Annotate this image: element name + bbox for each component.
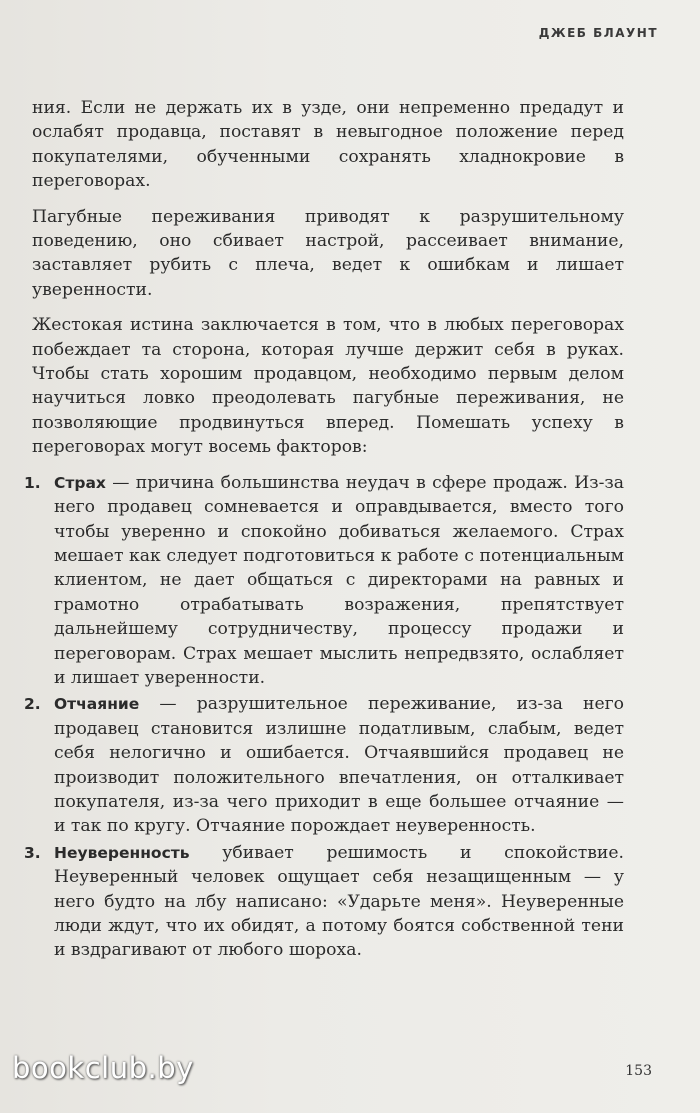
running-head: ДЖЕБ БЛАУНТ <box>538 26 658 40</box>
watermark: bookclub.by <box>12 1051 194 1085</box>
paragraph: ния. Если не держать их в узде, они непременно предадут и ослабят продавца, поставят в невыгодное положение перед покупателями, обученными сохранять хладнокровие в переговорах. <box>32 98 624 192</box>
list-item-text: убивает решимость и спокойствие. Неуверенный человек ощущает себя незащищенным — у него будто на лбу написано: «Ударьте меня». Неуверенные люди ждут, что их обидят, а потому боятся собственной тени и вздрагивают от любого шороха. <box>54 842 624 961</box>
list-item <box>24 692 624 838</box>
factors-list <box>24 471 624 963</box>
list-item-term: Отчаяние <box>54 695 140 714</box>
page-number: 153 <box>625 1063 652 1079</box>
list-item-term: Неуверенность <box>54 843 190 862</box>
list-item-number: 3. <box>24 843 41 862</box>
paragraph: Пагубные переживания приводят к разрушительному поведению, оно сбивает настрой, рассеивает внимание, заставляет рубить с плеча, ведет к ошибкам и лишает уверенности. <box>32 206 624 300</box>
page-content <box>24 96 624 965</box>
list-item <box>24 841 624 963</box>
list-item-text: — причина большинства неудач в сфере продаж. Из-за него продавец сомневается и оправдывается, вместо того чтобы уверенно и спокойно добиваться желаемого. Страх мешает как следует подготовиться к работе с потенциальным клиентом, не дает общаться с директорами на равных и грамотно отрабатывать возражения, препятствует дальнейшему сотрудничеству, процессу продажи и переговорам. Страх мешает мыслить непредвзято, ослабляет и лишает уверенности. <box>54 472 624 688</box>
list-item-term: Страх <box>54 473 106 492</box>
list-item-text: — разрушительное переживание, из-за него продавец становится излишне податливым, слабым, ведет себя нелогично и ошибается. Отчаявшийся продавец не производит положительного впечатления, он отталкивает покупателя, из-за чего приходит в еще большее отчаяние — и так по кругу. Отчаяние порождает неуверенность. <box>54 694 624 837</box>
paragraph: Жестокая истина заключается в том, что в любых переговорах побеждает та сторона, которая лучше держит себя в руках. Чтобы стать хорошим продавцом, необходимо первым делом научиться ловко преодолевать пагубные переживания, не позволяющие продвинуться вперед. Помешать успеху в переговорах могут восемь факторов: <box>32 315 624 458</box>
list-item-number: 1. <box>24 473 41 492</box>
list-item <box>24 471 624 691</box>
list-item-number: 2. <box>24 695 41 714</box>
